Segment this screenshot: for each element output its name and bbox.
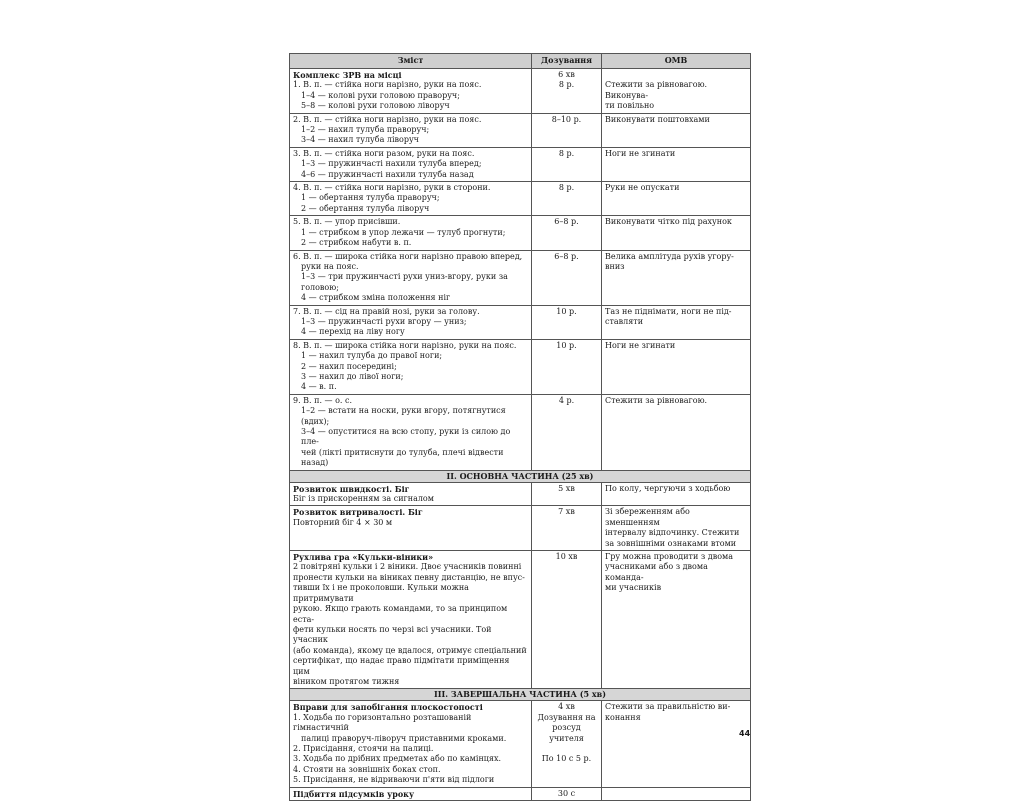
dosage-cell xyxy=(532,394,602,470)
content-line: 2. В. п. — стійка ноги нарізно, руки на пояс. xyxy=(293,114,482,124)
dosage-cell xyxy=(532,250,602,305)
content-line: 2. Присідання, стоячи на палиці. xyxy=(293,743,434,753)
table-row xyxy=(290,482,751,506)
content-line: 1–3 — пружинчасті рухи вгору — униз; xyxy=(301,316,467,326)
dosage-cell xyxy=(532,69,602,114)
content-line: 6. В. п. — широка стійка ноги нарізно правою вперед, xyxy=(293,251,523,261)
dosage-cell xyxy=(532,216,602,250)
omv-cell xyxy=(602,551,751,689)
omv-line: Руки не опускати xyxy=(605,183,680,193)
dosage-line: розсуд учителя xyxy=(549,723,584,743)
content-line: віником протягом тижня xyxy=(293,676,400,686)
content-line: 1–3 — пружинчасті нахили тулуба вперед; xyxy=(301,159,482,169)
omv-line: Стежити за рівновагою. xyxy=(605,395,708,405)
omv-cell xyxy=(602,482,751,506)
column-header-content: Зміст xyxy=(290,54,532,69)
table-row xyxy=(290,305,751,339)
content-line: Комплекс ЗРВ на місці xyxy=(293,70,402,80)
omv-line: Стежити за правильністю ви- xyxy=(605,702,731,712)
content-line: 2 — обертання тулуба ліворуч xyxy=(301,203,430,213)
content-line: чей (лікті притиснути до тулуба, плечі відвести назад) xyxy=(301,447,504,468)
table-row xyxy=(290,216,751,250)
content-line: 4. Стояти на зовнішніх боках стоп. xyxy=(293,764,441,774)
table-header-row xyxy=(290,54,751,69)
dosage-line xyxy=(535,744,598,754)
content-line: (або команда), якому це вдалося, отримує спеціальний xyxy=(293,645,527,655)
omv-cell xyxy=(602,394,751,470)
omv-cell xyxy=(602,787,751,800)
content-line: 1–4 — колові рухи головою праворуч; xyxy=(301,90,460,100)
omv-line: ти повільно xyxy=(605,101,655,111)
dosage-cell xyxy=(532,787,602,800)
content-line: 4–6 — пружинчасті нахили тулуба назад xyxy=(301,169,474,179)
omv-cell xyxy=(602,506,751,551)
content-line: 5–8 — колові рухи головою ліворуч xyxy=(301,101,450,111)
content-line: 2 — нахил посередині; xyxy=(301,361,397,371)
dosage-cell xyxy=(532,305,602,339)
column-header-omv: ОМВ xyxy=(602,54,751,69)
dosage-line: 6 хв xyxy=(558,70,575,79)
content-line: 3–4 — нахил тулуба ліворуч xyxy=(301,135,419,145)
section-row xyxy=(290,470,751,482)
content-line: 2 повітряні кульки і 2 віники. Двоє учасників повинні xyxy=(293,562,522,572)
content-cell xyxy=(290,394,532,470)
content-cell xyxy=(290,147,532,181)
content-line: руки на пояс. xyxy=(301,261,359,271)
content-line: 1–3 — три пружинчасті рухи униз-вгору, руки за xyxy=(301,272,508,282)
dosage-line: 8 р. xyxy=(558,148,575,158)
table-body xyxy=(290,69,751,801)
dosage-line: 6–8 р. xyxy=(554,251,579,261)
section-title: ІІІ. ЗАВЕРШАЛЬНА ЧАСТИНА (5 хв) xyxy=(290,689,751,701)
section-row xyxy=(290,689,751,701)
dosage-line: 10 р. xyxy=(556,306,577,316)
omv-cell xyxy=(602,147,751,181)
content-line: 1–2 — нахил тулуба праворуч; xyxy=(301,125,430,135)
content-line: 1. В. п. — стійка ноги нарізно, руки на пояс. xyxy=(293,80,482,90)
omv-line: Велика амплітуда рухів угору- xyxy=(605,251,734,261)
omv-line: Виконувати чітко під рахунок xyxy=(605,217,732,227)
table-row xyxy=(290,787,751,800)
content-line: 3 — нахил до лівої ноги; xyxy=(301,371,404,381)
omv-line: Ноги не згинати xyxy=(605,148,676,158)
content-cell xyxy=(290,482,532,506)
omv-cell xyxy=(602,113,751,147)
dosage-line: 10 р. xyxy=(556,340,577,350)
dosage-cell xyxy=(532,482,602,506)
omv-cell xyxy=(602,339,751,394)
table-row xyxy=(290,147,751,181)
table-row xyxy=(290,551,751,689)
table-row xyxy=(290,506,751,551)
lesson-plan-table xyxy=(289,53,751,801)
dosage-line: 10 хв xyxy=(555,552,578,562)
content-cell xyxy=(290,305,532,339)
content-line: 1 — стрибком в упор лежачи — тулуб прогнути; xyxy=(301,227,506,237)
table-row xyxy=(290,250,751,305)
content-line: 1 — обертання тулуба праворуч; xyxy=(301,193,440,203)
content-line: палиці праворуч-ліворуч приставними кроками. xyxy=(301,733,507,743)
omv-line: учасниками або з двома команда- xyxy=(605,562,708,582)
content-line: 4 — стрибком зміна положення ніг xyxy=(301,293,451,303)
content-line: пронести кульки на віниках певну дистанцію, не впус- xyxy=(293,572,525,582)
dosage-line: 8–10 р. xyxy=(551,114,582,124)
column-header-dosage: Дозування xyxy=(532,54,602,69)
content-line: 1. Ходьба по горизонтально розташованій гімнастичній xyxy=(293,712,472,733)
content-line: Вправи для запобігання плоскостопості xyxy=(293,702,483,713)
table-row xyxy=(290,701,751,787)
table-row xyxy=(290,339,751,394)
content-line: 2 — стрибком набути в. п. xyxy=(301,238,412,248)
content-line: Розвиток витривалості. Біг xyxy=(293,507,423,518)
dosage-line: 4 хв xyxy=(558,702,575,712)
dosage-line: 8 р. xyxy=(558,80,575,90)
dosage-line: Дозування на xyxy=(537,712,596,722)
content-cell xyxy=(290,506,532,551)
omv-line: Стежити за рівновагою. Виконува- xyxy=(605,80,708,100)
content-line: Повторний біг 4 × 30 м xyxy=(293,517,393,527)
content-line: 3. В. п. — стійка ноги разом, руки на пояс. xyxy=(293,148,475,158)
dosage-line: 4 р. xyxy=(558,395,575,405)
omv-cell xyxy=(602,182,751,216)
omv-line: вниз xyxy=(605,261,625,271)
omv-line: ставляти xyxy=(605,316,644,326)
content-line: 4 — в. п. xyxy=(301,382,337,392)
dosage-line: 30 с xyxy=(557,788,576,798)
dosage-cell xyxy=(532,147,602,181)
table-row xyxy=(290,182,751,216)
content-cell xyxy=(290,69,532,114)
omv-line: конання xyxy=(605,712,641,722)
content-line: 1 — нахил тулуба до правої ноги; xyxy=(301,351,443,361)
omv-line: Виконувати поштовхами xyxy=(605,114,710,124)
content-line: Рухлива гра «Кульки-віники» xyxy=(293,552,434,563)
dosage-line: 6–8 р. xyxy=(554,217,579,227)
content-line: 4. В. п. — стійка ноги нарізно, руки в сторони. xyxy=(293,183,491,193)
omv-cell xyxy=(602,305,751,339)
content-line: 3. Ходьба по дрібних предметах або по камінцях. xyxy=(293,754,502,764)
content-line: Підбиття підсумків уроку xyxy=(293,788,415,799)
omv-line: ми учасників xyxy=(605,583,662,593)
table-row xyxy=(290,113,751,147)
omv-line: Зі збереженням або зменшенням xyxy=(605,507,690,527)
omv-cell xyxy=(602,69,751,114)
omv-line: Таз не піднімати, ноги не під- xyxy=(605,306,732,316)
dosage-cell xyxy=(532,113,602,147)
content-line: головою; xyxy=(301,282,339,292)
content-line: Біг із прискоренням за сигналом xyxy=(293,494,434,504)
content-cell xyxy=(290,113,532,147)
content-cell xyxy=(290,250,532,305)
omv-cell xyxy=(602,701,751,787)
table-row xyxy=(290,394,751,470)
content-line: сертифікат, що надає право підмітати приміщення цим xyxy=(293,656,510,676)
omv-line: По колу, чергуючи з ходьбою xyxy=(605,483,731,493)
section-title: ІІ. ОСНОВНА ЧАСТИНА (25 хв) xyxy=(290,470,751,482)
dosage-line: 8 р. xyxy=(558,183,575,193)
content-line: 7. В. п. — сід на правій нозі, руки за голову. xyxy=(293,306,480,316)
omv-line: за зовнішніми ознаками втоми xyxy=(605,538,737,548)
dosage-line: 7 хв xyxy=(558,507,575,517)
dosage-line: По 10 с 5 р. xyxy=(541,754,592,764)
dosage-cell xyxy=(532,506,602,551)
content-line: 9. В. п. — о. с. xyxy=(293,395,353,405)
content-cell xyxy=(290,701,532,787)
content-line: рукою. Якщо грають командами, то за принципом еста- xyxy=(293,604,508,624)
content-cell xyxy=(290,787,532,800)
content-cell xyxy=(290,216,532,250)
dosage-cell xyxy=(532,182,602,216)
dosage-cell xyxy=(532,701,602,787)
omv-line: Ноги не згинати xyxy=(605,340,676,350)
table-row xyxy=(290,69,751,114)
content-line: 4 — перехід на ліву ногу xyxy=(301,327,405,337)
omv-line: Гру можна проводити з двома xyxy=(605,552,734,562)
content-line: тивши їх і не проколовши. Кульки можна притримувати xyxy=(293,583,469,603)
dosage-line: 5 хв xyxy=(558,483,575,493)
content-line: Розвиток швидкості. Біг xyxy=(293,483,410,494)
document-page xyxy=(289,53,750,801)
content-cell xyxy=(290,182,532,216)
content-cell xyxy=(290,551,532,689)
dosage-cell xyxy=(532,339,602,394)
content-line: 8. В. п. — широка стійка ноги нарізно, руки на пояс. xyxy=(293,340,517,350)
content-line: 1–2 — встати на носки, руки вгору, потягнутися (вдих); xyxy=(301,406,506,426)
page-number: 44 xyxy=(739,729,751,738)
content-cell xyxy=(290,339,532,394)
omv-cell xyxy=(602,250,751,305)
omv-line: інтервалу відпочинку. Стежити xyxy=(605,528,740,538)
content-line: 5. Присідання, не відриваючи п'яти від підлоги xyxy=(293,775,495,785)
content-line: 5. В. п. — упор присівши. xyxy=(293,217,401,227)
dosage-cell xyxy=(532,551,602,689)
omv-cell xyxy=(602,216,751,250)
content-line: 3–4 — опуститися на всю стопу, руки із силою до пле- xyxy=(301,427,511,447)
content-line: фети кульки носять по черзі всі учасники. Той учасник xyxy=(293,624,492,645)
